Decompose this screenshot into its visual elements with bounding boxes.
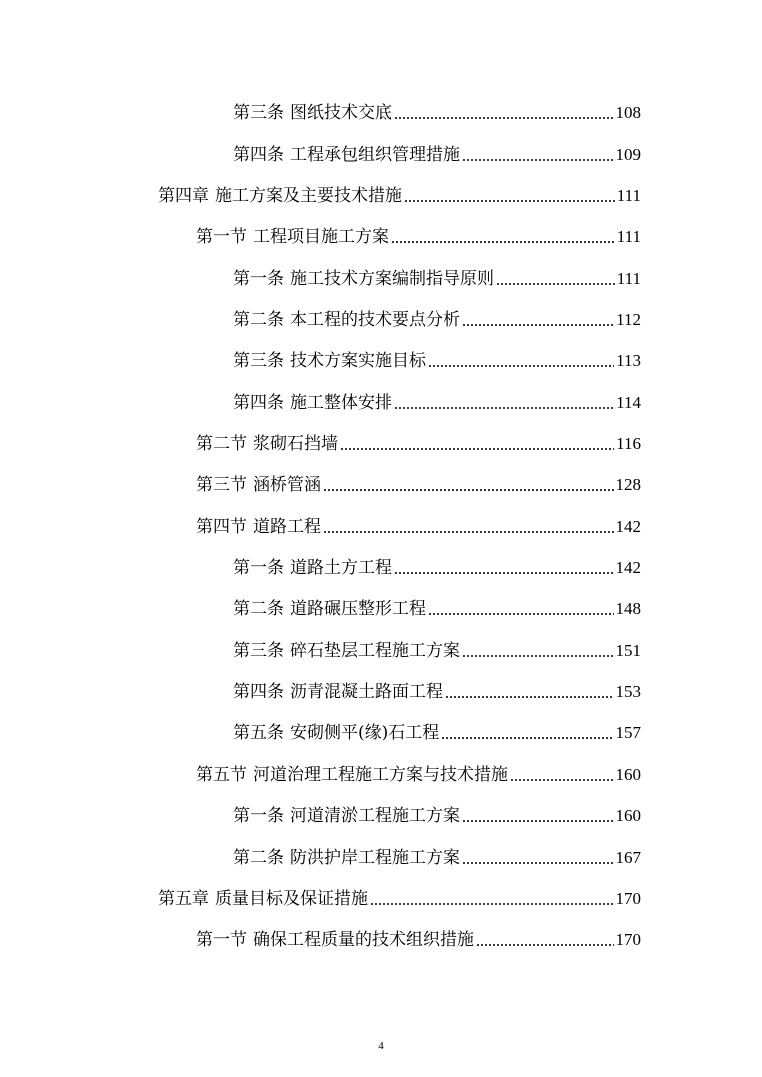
toc-entry-title: 施工技术方案编制指导原则 [290,269,494,289]
toc-entry-title: 工程项目施工方案 [253,227,389,247]
toc-entry-title: 施工方案及主要技术措施 [215,186,402,206]
toc-entry-page: 111 [616,186,641,205]
dot-leader [510,777,614,782]
toc-entry-page: 116 [616,434,641,453]
toc-entry-title: 确保工程质量的技术组织措施 [253,930,474,950]
dot-leader [441,735,613,740]
toc-entry-number: 第三条 [233,641,284,661]
toc-entry-title: 本工程的技术要点分析 [290,310,460,330]
toc-entry[interactable] [233,344,641,372]
toc-entry-number: 第一节 [196,930,247,950]
page-number: 4 [378,1040,384,1052]
toc-entry-page: 170 [615,889,641,908]
toc-entry[interactable] [233,138,641,166]
toc-entry-page: 151 [615,641,641,660]
dot-leader [340,446,614,451]
dot-leader [323,487,614,492]
toc-entry-number: 第二条 [233,310,284,330]
toc-entry[interactable] [196,923,641,951]
toc-entry-title: 质量目标及保证措施 [215,889,368,909]
toc-entry-page: 148 [615,599,641,618]
toc-entry[interactable] [233,262,641,290]
toc-entry-title: 施工整体安排 [290,393,392,413]
toc-entry-number: 第三条 [233,351,284,371]
toc-entry-number: 第三节 [196,475,247,495]
toc-entry-title: 道路工程 [253,517,321,537]
toc-entry-title: 河道治理工程施工方案与技术措施 [253,765,508,785]
toc-entry[interactable] [196,510,641,538]
toc-entry-title: 沥青混凝土路面工程 [290,682,443,702]
dot-leader [476,942,614,947]
toc-entry-title: 河道清淤工程施工方案 [290,806,460,826]
toc-entry[interactable] [158,179,641,207]
toc-entry-page: 160 [615,806,641,825]
dot-leader [462,653,614,658]
toc-entry[interactable] [196,220,641,248]
dot-leader [462,818,614,823]
dot-leader [323,529,614,534]
toc-entry[interactable] [233,96,641,124]
toc-entry-number: 第五条 [233,723,284,743]
toc-entry-title: 浆砌石挡墙 [253,434,338,454]
toc-entry[interactable] [196,758,641,786]
toc-entry-number: 第三条 [233,103,284,123]
toc-entry-page: 113 [616,351,641,370]
toc-entry-page: 111 [616,227,641,246]
toc-entry-number: 第一条 [233,806,284,826]
toc-entry[interactable] [233,303,641,331]
toc-entry-title: 道路土方工程 [290,558,392,578]
toc-entry-title: 道路碾压整形工程 [290,599,426,619]
toc-entry-page: 109 [615,145,641,164]
toc-entry-number: 第五章 [158,889,209,909]
toc-entry[interactable] [233,386,641,414]
toc-entry-page: 142 [615,517,641,536]
toc-entry[interactable] [233,675,641,703]
toc-entry[interactable] [196,468,641,496]
toc-entry-number: 第二条 [233,848,284,868]
dot-leader [462,322,614,327]
dot-leader [391,239,615,244]
toc-entry-number: 第一节 [196,227,247,247]
toc-entry-title: 工程承包组织管理措施 [290,145,460,165]
dot-leader [462,157,614,162]
toc-entry-number: 第四章 [158,186,209,206]
dot-leader [404,198,615,203]
dot-leader [428,363,614,368]
toc-entry[interactable] [233,592,641,620]
dot-leader [445,694,614,699]
toc-entry-number: 第一条 [233,269,284,289]
toc-entry-number: 第四条 [233,145,284,165]
dot-leader [370,901,614,906]
toc-entry[interactable] [196,427,641,455]
toc-entry-page: 114 [616,393,641,412]
toc-entry-number: 第四节 [196,517,247,537]
toc-entry-page: 142 [615,558,641,577]
toc-entry[interactable] [233,799,641,827]
toc-entry[interactable] [158,882,641,910]
toc-entry[interactable] [233,551,641,579]
toc-entry-number: 第四条 [233,682,284,702]
toc-entry-title: 技术方案实施目标 [290,351,426,371]
toc-entry-page: 167 [615,848,641,867]
dot-leader [394,115,614,120]
toc-entry[interactable] [233,716,641,744]
toc-entry-number: 第五节 [196,765,247,785]
toc-entry-title: 安砌侧平(缘)石工程 [290,723,440,743]
toc-entry-page: 157 [615,723,641,742]
toc-entry-title: 碎石垫层工程施工方案 [290,641,460,661]
dot-leader [394,405,614,410]
toc-entry-page: 128 [615,475,641,494]
dot-leader [462,860,614,865]
dot-leader [428,611,614,616]
toc-entry-title: 防洪护岸工程施工方案 [290,848,460,868]
toc-entry-page: 153 [615,682,641,701]
dot-leader [496,281,615,286]
toc-entry-number: 第二条 [233,599,284,619]
toc-entry-title: 涵桥管涵 [253,475,321,495]
toc-entry-number: 第一条 [233,558,284,578]
toc-entry-page: 112 [616,310,641,329]
toc-entry-title: 图纸技术交底 [290,103,392,123]
toc-entry-number: 第二节 [196,434,247,454]
toc-entry[interactable] [233,841,641,869]
dot-leader [394,570,614,575]
toc-entry-page: 160 [615,765,641,784]
toc-entry-number: 第四条 [233,393,284,413]
toc-entry[interactable] [233,634,641,662]
toc-entry-page: 108 [615,103,641,122]
toc-entry-page: 111 [616,269,641,288]
toc-entry-page: 170 [615,930,641,949]
